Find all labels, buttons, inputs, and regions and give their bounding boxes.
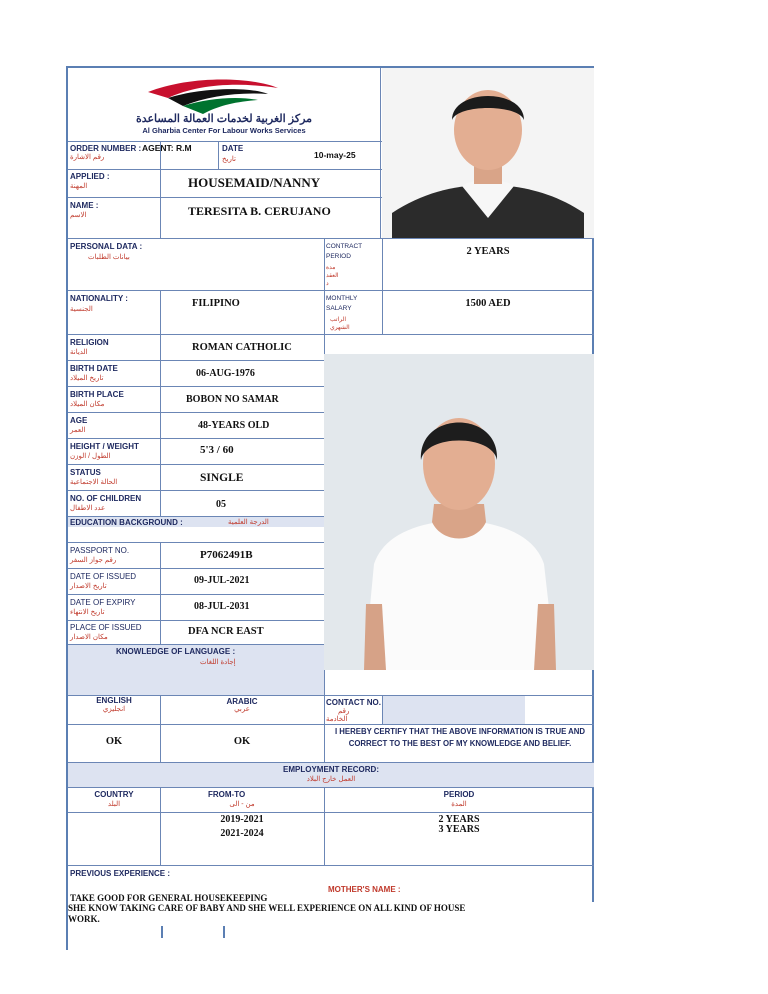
logo-arabic-name: مركز الغربية لخدمات العمالة المساعدة (135, 113, 313, 125)
applied-label-ar: المهنة (70, 183, 88, 190)
contract-value: 2 YEARS (466, 246, 510, 257)
employment-row-1-period: 2 YEARS (438, 814, 480, 825)
contract-ar-2: العقد (326, 273, 339, 279)
contact-ar-2: الخادمة (326, 716, 348, 723)
date-issued-label: DATE OF ISSUED (70, 572, 137, 581)
children-value: 05 (216, 499, 226, 510)
arabic-label: ARABIC (226, 697, 258, 706)
employment-row-2-fromto: 2021-2024 (220, 828, 264, 839)
personal-data-label-ar: بيانات الطلبات (88, 254, 130, 261)
order-number-value: AGENT: R.M (142, 143, 192, 153)
english-value: OK (105, 736, 123, 747)
height-weight-label: HEIGHT / WEIGHT (70, 442, 139, 451)
contract-ar-3: د (326, 281, 329, 287)
tick-mark-2 (223, 926, 225, 938)
date-expiry-value: 08-JUL-2031 (194, 601, 250, 612)
date-expiry-label: DATE OF EXPIRY (70, 598, 136, 607)
children-label-ar: عدد الاطفال (70, 505, 106, 512)
language-label-ar: إجادة اللغات (200, 659, 236, 666)
status-value: SINGLE (200, 472, 244, 484)
age-label: AGE (70, 416, 88, 425)
religion-value: ROMAN CATHOLIC (192, 342, 292, 353)
previous-experience-line-3: WORK. (68, 914, 100, 924)
date-value: 10-may-25 (314, 150, 356, 160)
contract-label-1: CONTRACT (326, 243, 363, 250)
date-label: DATE (222, 144, 244, 153)
salary-ar-2: الشهري (330, 325, 350, 331)
arabic-value: OK (233, 736, 251, 747)
birth-place-value: BOBON NO SAMAR (186, 394, 279, 405)
name-label-ar: الاسم (70, 212, 87, 219)
contact-ar-1: رقم (338, 708, 350, 715)
contract-label-2: PERIOD (326, 253, 351, 260)
date-expiry-label-ar: تاريخ الانتهاء (70, 609, 105, 616)
contract-ar-1: مدة (326, 265, 336, 271)
certification-text: I HEREBY CERTIFY THAT THE ABOVE INFORMATION IS TRUE AND CORRECT TO THE BEST OF MY KNOWLEDGE AND BELIEF. (334, 727, 586, 748)
contact-label: CONTACT NO. (326, 698, 381, 707)
nationality-value: FILIPINO (192, 298, 240, 309)
tick-mark-1 (161, 926, 163, 938)
order-number-label-ar: رقم الاشارة (70, 154, 105, 161)
employment-row-2-period: 3 YEARS (438, 824, 480, 835)
salary-label-2: SALARY (326, 305, 352, 312)
applied-label: APPLIED : (70, 172, 110, 181)
name-label: NAME : (70, 201, 99, 210)
age-label-ar: العمر (70, 427, 86, 434)
religion-label: RELIGION (70, 338, 109, 347)
education-label: EDUCATION BACKGROUND : (70, 518, 183, 527)
logo-english-name: Al Gharbia Center For Labour Works Services (142, 126, 306, 135)
birth-date-label-ar: تاريخ الميلاد (70, 375, 104, 382)
contact-field (383, 696, 525, 724)
status-label-ar: الحالة الاجتماعية (70, 479, 118, 486)
place-issued-value: DFA NCR EAST (188, 626, 264, 637)
passport-no-value: P7062491B (200, 549, 253, 561)
english-label: ENGLISH (96, 696, 132, 705)
applied-value: HOUSEMAID/NANNY (188, 175, 321, 190)
application-form (66, 66, 594, 902)
left-border-tail (66, 902, 68, 950)
period-label: PERIOD (443, 790, 475, 799)
birth-date-value: 06-AUG-1976 (196, 368, 255, 379)
education-label-ar: الدرجة العلمية (228, 519, 269, 526)
arabic-label-ar: عربي (234, 706, 250, 713)
full-photo (324, 354, 594, 670)
place-issued-label: PLACE OF ISSUED (70, 623, 142, 632)
date-issued-value: 09-JUL-2021 (194, 575, 250, 586)
passport-no-label: PASSPORT NO. (70, 546, 130, 555)
salary-value: 1500 AED (465, 298, 511, 309)
portrait-photo (382, 68, 594, 238)
height-weight-label-ar: الطول / الوزن (70, 453, 111, 460)
date-label-ar: تاريخ (222, 156, 236, 163)
previous-experience-label: PREVIOUS EXPERIENCE : (70, 869, 171, 878)
previous-experience-line-1: TAKE GOOD FOR GENERAL HOUSEKEEPING (70, 893, 268, 903)
nationality-label-ar: الجنسية (70, 306, 93, 313)
children-label: NO. OF CHILDREN (70, 494, 142, 503)
personal-data-label: PERSONAL DATA : (70, 242, 143, 251)
employment-label-ar: العمل خارج البلاد (306, 776, 356, 783)
country-label: COUNTRY (94, 790, 134, 799)
salary-label-1: MONTHLY (326, 295, 358, 302)
nationality-label: NATIONALITY : (70, 294, 128, 303)
salary-ar-1: الراتب (330, 317, 347, 323)
fromto-label-ar: من - الى (229, 801, 255, 808)
status-label: STATUS (70, 468, 101, 477)
order-number-label: ORDER NUMBER : (70, 144, 142, 153)
language-label: KNOWLEDGE OF LANGUAGE : (116, 647, 236, 656)
employment-label: EMPLOYMENT RECORD: (283, 765, 379, 774)
country-label-ar: البلد (107, 801, 121, 808)
birth-place-label-ar: مكان الميلاد (70, 401, 105, 408)
previous-experience-line-2: SHE KNOW TAKING CARE OF BABY AND SHE WELL EXPERIENCE ON ALL KIND OF HOUSE (68, 903, 466, 913)
age-value: 48-YEARS OLD (198, 420, 270, 431)
period-label-ar: المدة (451, 801, 467, 808)
fromto-label: FROM-TO (208, 790, 246, 799)
passport-no-label-ar: رقم جواز السفر (70, 557, 117, 564)
place-issued-label-ar: مكان الاصدار (70, 634, 108, 641)
birth-place-label: BIRTH PLACE (70, 390, 124, 399)
height-weight-value: 5'3 / 60 (200, 444, 234, 456)
birth-date-label: BIRTH DATE (70, 364, 118, 373)
english-label-ar: انجليزي (102, 706, 126, 713)
date-issued-label-ar: تاريخ الاصدار (70, 583, 107, 590)
employment-row-1-fromto: 2019-2021 (220, 814, 264, 825)
mothers-name-label: MOTHER'S NAME : (328, 885, 401, 894)
religion-label-ar: الديانة (70, 349, 88, 356)
name-value: TERESITA B. CERUJANO (188, 204, 331, 218)
